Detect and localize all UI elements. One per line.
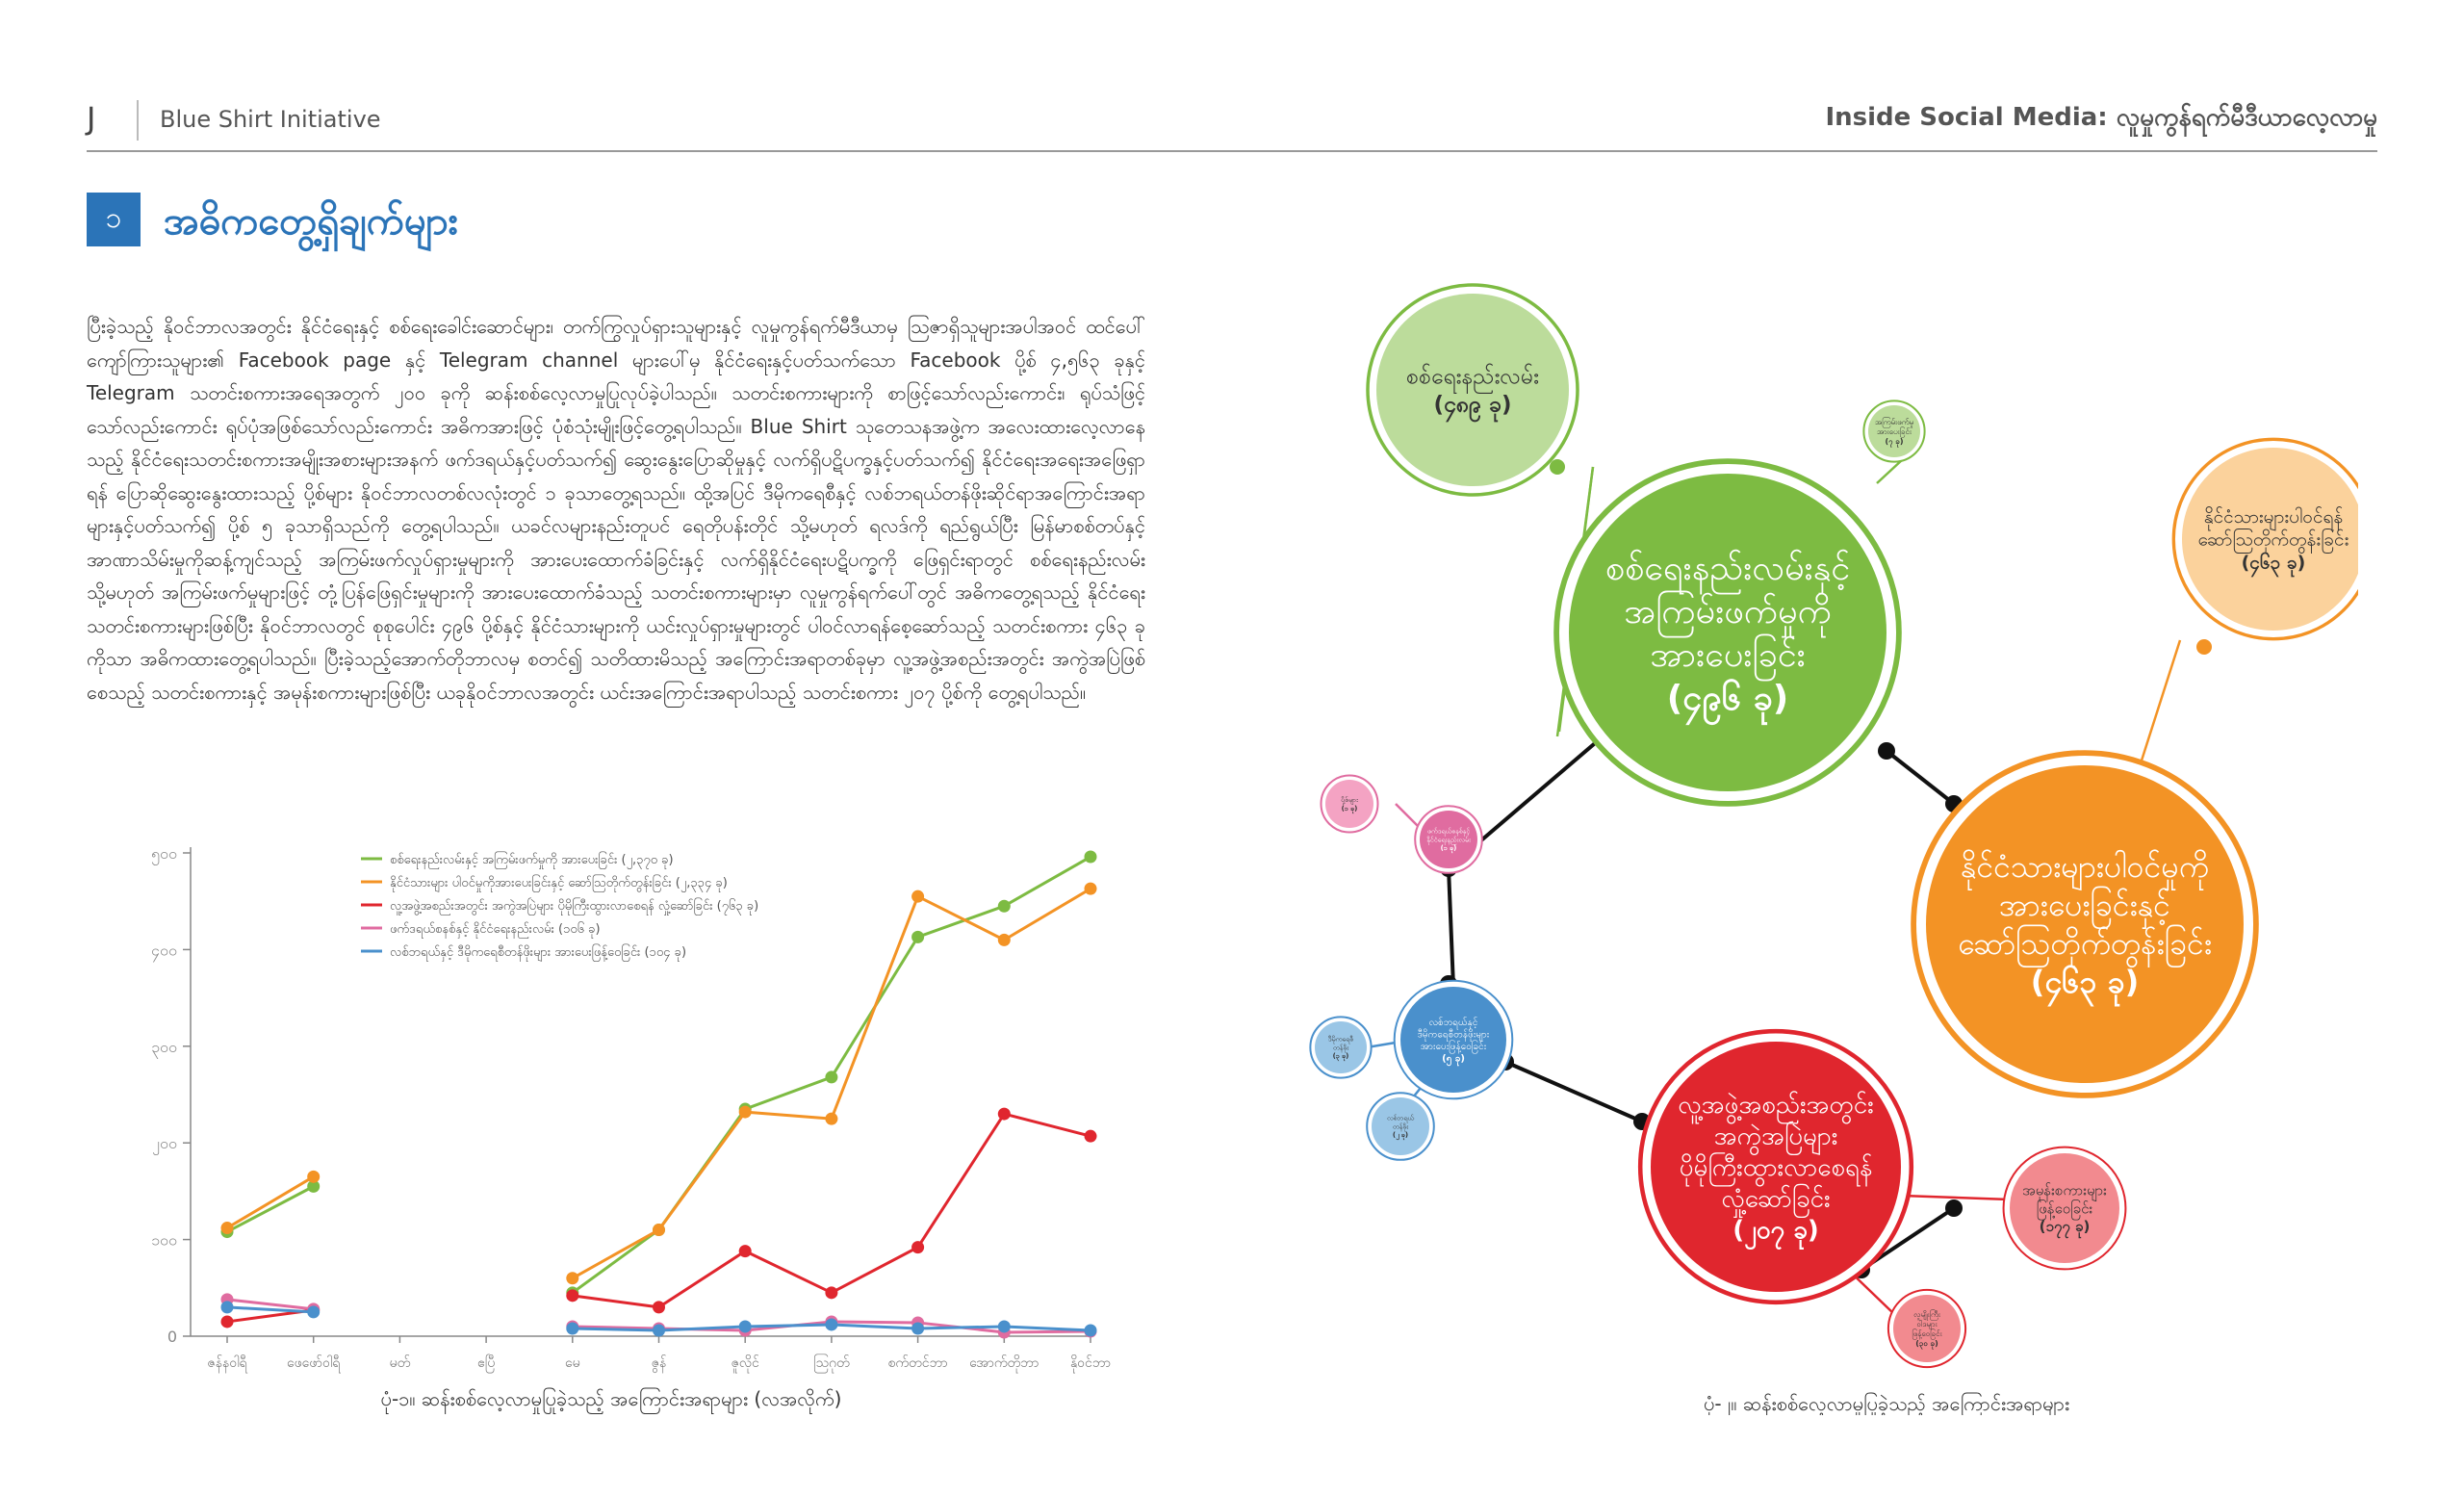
data-point bbox=[1085, 851, 1097, 864]
data-point bbox=[566, 1289, 578, 1302]
connector-line bbox=[1902, 1196, 2010, 1199]
x-tick-label: အောက်တိုဘာ bbox=[969, 1355, 1040, 1371]
data-point bbox=[739, 1320, 752, 1332]
bubble-label: ဒီမိုကရေစီ bbox=[1327, 1035, 1354, 1044]
connector-line bbox=[1449, 868, 1453, 987]
x-tick-label: မတ် bbox=[389, 1355, 411, 1371]
junction-dot bbox=[1550, 459, 1565, 475]
data-point bbox=[825, 1286, 837, 1299]
data-point bbox=[739, 1245, 752, 1257]
connector-line bbox=[1505, 1062, 1642, 1122]
bubble-value: (၁ ခု) bbox=[1341, 804, 1358, 812]
data-point bbox=[911, 1322, 924, 1334]
data-point bbox=[1085, 883, 1097, 895]
organization-name: Blue Shirt Initiative bbox=[160, 106, 381, 133]
legend-label: လူ့အဖွဲ့အစည်းအတွင်း အကွဲအပြဲများ ပိုမိုကြီးထွားလာစေရန် လှုံ့ဆော်ခြင်း (၇၆၃ ခု) bbox=[390, 899, 759, 914]
bubble-value: (၄၆၃ ခု) bbox=[2030, 964, 2140, 1001]
data-point bbox=[998, 1320, 1011, 1332]
bubble-value: (၄၉၆ ခု) bbox=[1666, 679, 1789, 719]
data-point bbox=[1085, 1324, 1097, 1336]
figure-1-caption: ပုံ-၁။ ဆန်းစစ်လေ့လာမှုပြုခဲ့သည့် အကြောင်းအရာများ (လအလိုက်) bbox=[380, 1387, 842, 1410]
bubble-value: (၁ ခု) bbox=[1440, 844, 1457, 853]
bubble-value: (၂၀၇ ခု) bbox=[1732, 1216, 1819, 1246]
bubble-label: အကွဲအပြဲများ bbox=[1713, 1122, 1838, 1151]
bubble-label: ဆော်ဩတိုက်တွန်းခြင်း bbox=[1957, 925, 2213, 963]
bubble-label: အကြမ်းဖက်မှုကို bbox=[1624, 592, 1832, 632]
bubble-label: အားပေးခြင်း bbox=[1877, 426, 1912, 436]
data-point bbox=[566, 1272, 578, 1284]
data-point bbox=[998, 934, 1011, 946]
body-paragraph: ပြီးခဲ့သည့် နိုဝင်ဘာလအတွင်း နိုင်ငံရေးနှင့် စစ်ရေးခေါင်းဆောင်များ၊ တက်ကြွလှုပ်ရှားသူများနှင့် လူမှုကွန်ရက်မီဒီယာမှ ဩဇာရှိသူများအပါအဝင် ထင်ပေါ်ကျော်ကြားသူများ၏ Facebook page နှင့် Telegram channel များပေါ်မှ နိုင်ငံရေးနှင့်ပတ်သက်သော Facebook ပို့စ် ၄,၅၆၃ ခုနှင့် Telegram သတင်းစကားအရေအတွက် ၂၀၀ ခုကို ဆန်းစစ်လေ့လာမှုပြုလုပ်ခဲ့ပါသည်။ သတင်းစကားများကို စာဖြင့်သော်လည်းကောင်း၊ ရုပ်သံဖြင့်သော်လည်းကောင်း ရုပ်ပုံအဖြစ်သော်လည်းကောင်း အဓိကအားဖြင့် ပုံစံသုံးမျိုးဖြင့်တွေ့ရပါသည်။ Blue Shirt သုတေသနအဖွဲ့က အလေးထားလေ့လာနေသည့် နိုင်ငံရေးသတင်းစကားအမျိုးအစားများအနက် ဖက်ဒရယ်နှင့်ပတ်သက်၍ ဆွေးနွေးပြောဆိုမှုနှင့် လက်ရှိပဋိပက္ခနှင့်ပတ်သက်၍ နိုင်ငံရေးအရေးအဖြေရှာရန် ပြောဆိုဆွေးနွေးထားသည့် ပို့စ်များ နိုဝင်ဘာလတစ်လလုံးတွင် ၁ ခုသာတွေ့ရသည်။ ထို့အပြင် ဒီမိုကရေစီနှင့် လစ်ဘရယ်တန်ဖိုးဆိုင်ရာအကြောင်းအရာများနှင့်ပတ်သက်၍ ပို့စ် ၅ ခုသာရှိသည်ကို တွေ့ရပါသည်။ ယခင်လများနည်းတူပင် ရေတိုပန်းတိုင် သို့မဟုတ် ရလဒ်ကို ရည်ရွယ်ပြီး မြန်မာစစ်တပ်နှင့် အာဏာသိမ်းမှုကိုဆန့်ကျင်သည့် အကြမ်းဖက်လှုပ်ရှားမှုများကို အားပေးထောက်ခံခြင်းနှင့် လက်ရှိနိုင်ငံရေးပဋိပက္ခကို ဖြေရှင်းရာတွင် စစ်ရေးနည်းလမ်း သို့မဟုတ် အကြမ်းဖက်မှုများဖြင့် တုံ့ပြန်ဖြေရှင်းမှုများကို အားပေးထောက်ခံသည့် သတင်းစကားများမှာ လူမှုကွန်ရက်ပေါ်တွင် အဓိကတွေ့ရသည့် နိုင်ငံရေးသတင်းစကားများဖြစ်ပြီး နိုဝင်ဘာလတွင် စုစုပေါင်း ၄၉၆ ပို့စ်နှင့် နိုင်ငံသားများကို ယင်းလှုပ်ရှားမှုများတွင် ပါဝင်လာရန်စေ့ဆော်သည့် သတင်းစကား ၄၆၃ ခုကိုသာ အဓိကထားတွေ့ရပါသည်။ ပြီးခဲ့သည့်အောက်တိုဘာလမှ စတင်၍ သတိထားမိသည့် အကြောင်းအရာတစ်ခုမှာ လူ့အဖွဲ့အစည်းအတွင်း အကွဲအပြဲဖြစ်စေသည့် သတင်းစကားနှင့် အမုန်းစကားများဖြစ်ပြီး ယခုနိုဝင်ဘာလအတွင်း ယင်းအကြောင်းအရာပါသည့် သတင်းစကား ၂၀၇ ပို့စ်ကို တွေ့ရပါသည်။ bbox=[87, 315, 1145, 704]
bubble-label: လူ့အဖွဲ့အစည်းအတွင်း bbox=[1678, 1091, 1874, 1121]
bubble-value: (၃၀ ခု) bbox=[1915, 1338, 1938, 1348]
x-tick-label: ဇူလိုင် bbox=[731, 1355, 759, 1371]
bubble-label: အားပေးခြင်း bbox=[1650, 635, 1806, 676]
section-number: ၁ bbox=[105, 200, 122, 235]
data-point bbox=[307, 1305, 320, 1318]
x-tick-label: ဧပြီ bbox=[476, 1355, 496, 1371]
bubble-label: ဆော်ဩတိုက်တွန်းခြင်း bbox=[2197, 529, 2349, 551]
x-tick-label: နိုဝင်ဘာ bbox=[1069, 1355, 1112, 1371]
figure-1-line-chart bbox=[125, 836, 1145, 1427]
hub-dot bbox=[1945, 1199, 1963, 1217]
bubble-label: လှုံ့ဆော်ခြင်း bbox=[1721, 1184, 1831, 1214]
bubble-label: နိုင်ငံရေးနည်းလမ်း bbox=[1426, 836, 1471, 844]
section-title: အဓိကတွေ့ရှိချက်များ bbox=[164, 199, 458, 244]
bubble-label: နိုင်ငံသားများပါဝင်မှုကို bbox=[1961, 848, 2209, 886]
data-point bbox=[653, 1324, 665, 1336]
data-point bbox=[825, 1113, 837, 1125]
bubble-value: (၄၈၉ ခု) bbox=[1433, 392, 1512, 418]
data-point bbox=[825, 1070, 837, 1083]
bubble-label: လစ်ဘရယ် bbox=[1386, 1114, 1415, 1122]
bubble-label: လစ်ဘရယ်နှင့် bbox=[1428, 1017, 1478, 1028]
legend-label: လစ်ဘရယ်နှင့် ဒီမိုကရေစီတန်ဖိုးများ အားပေးဖြန့်ဝေခြင်း (၁၀၄ ခု) bbox=[390, 945, 687, 960]
y-tick-label: ၄၀၀ bbox=[151, 941, 177, 960]
bubble-green-main bbox=[1569, 474, 1886, 791]
data-point bbox=[653, 1224, 665, 1236]
line-chart-svg bbox=[125, 836, 1145, 1423]
legend-label: ဖက်ဒရယ်စနစ်နှင့် နိုင်ငံရေးနည်းလမ်း (၁၀၆ ခု) bbox=[390, 922, 601, 937]
legend-label: စစ်ရေးနည်းလမ်းနှင့် အကြမ်းဖက်မှုကို အားပေးခြင်း (၂,၃၇၀ ခု) bbox=[390, 853, 674, 867]
bubble-label: ဝါဒများ bbox=[1916, 1319, 1938, 1328]
junction-dot bbox=[2196, 639, 2212, 655]
bubble-value: (၄၆၃ ခု) bbox=[2241, 552, 2306, 574]
bubble-label: တန်ဖိုး bbox=[1392, 1122, 1409, 1131]
data-point bbox=[825, 1318, 837, 1330]
legend-label: နိုင်ငံသားများ ပါဝင်မှုကိုအားပေးခြင်းနှင့် ဆော်ဩတိုက်တွန်းခြင်း (၂,၃၃၄ ခု) bbox=[390, 876, 728, 890]
bubble-green-top bbox=[1376, 294, 1569, 486]
y-tick-label: ၁၀၀ bbox=[151, 1230, 177, 1250]
data-point bbox=[998, 900, 1011, 913]
data-point bbox=[221, 1315, 234, 1328]
bubble-label: အားပေးဖြန့်ဝေခြင်း bbox=[1420, 1041, 1487, 1052]
bubble-network-svg bbox=[1299, 260, 2358, 1415]
bubble-label: နိုင်ငံသားများပါဝင်ရန် bbox=[2203, 505, 2344, 528]
bubble-label: လူမျိုးကြီး bbox=[1913, 1309, 1940, 1319]
bubble-label: တန်ဖိုး bbox=[1332, 1044, 1349, 1052]
publication-title: Inside Social Media: လူမှုကွန်ရက်မီဒီယာလေ့လာမှု bbox=[1825, 103, 2377, 132]
x-tick-label: စက်တင်ဘာ bbox=[887, 1355, 948, 1371]
bubble-label: ဖြန့်ဝေခြင်း bbox=[2036, 1199, 2093, 1218]
figure-2-caption: ပုံ-၂။ ဆန်းစစ်လေ့လာမှုပြုခဲ့သည့် အကြောင်းအရာများ bbox=[1703, 1392, 2070, 1415]
bubble-value: (၅ ခု) bbox=[1442, 1053, 1465, 1065]
bubble-value: (၁၇၇ ခု) bbox=[2039, 1218, 2091, 1235]
series-line bbox=[227, 1186, 314, 1231]
data-point bbox=[566, 1322, 578, 1334]
body-text bbox=[87, 310, 1145, 709]
connector-line bbox=[1886, 751, 1954, 804]
bubble-label: ပိုမိုကြီးထွားလာစေရန် bbox=[1679, 1153, 1873, 1183]
connector-line bbox=[2142, 640, 2180, 761]
bubble-label: အကြမ်းဖက်မှု bbox=[1874, 417, 1914, 426]
data-point bbox=[911, 890, 924, 903]
y-tick-label: ၅၀၀ bbox=[151, 844, 177, 863]
x-tick-label: ဖေဖော်ဝါရီ bbox=[287, 1355, 341, 1371]
x-tick-label: မေ bbox=[564, 1355, 580, 1371]
figure-2-bubble-network bbox=[1299, 260, 2358, 1419]
bubble-label: ပို့စ်များ bbox=[1341, 796, 1358, 805]
data-point bbox=[739, 1106, 752, 1119]
section-number-box bbox=[87, 193, 141, 246]
page-number: J bbox=[87, 100, 96, 137]
bubble-value: (၂ ခု) bbox=[1392, 1131, 1409, 1140]
data-point bbox=[221, 1301, 234, 1313]
series-line bbox=[573, 1114, 1091, 1307]
y-tick-label: ၂၀၀ bbox=[152, 1134, 177, 1153]
bubble-label: ဒီမိုကရေစီတန်ဖိုးများ bbox=[1417, 1029, 1490, 1041]
x-tick-label: ဇွန် bbox=[651, 1355, 667, 1371]
data-point bbox=[1085, 1130, 1097, 1143]
bubble-value: (၇ ခု) bbox=[1885, 436, 1904, 446]
data-point bbox=[911, 1241, 924, 1253]
bubble-label: ဖြန့်ဝေခြင်း bbox=[1912, 1328, 1942, 1338]
data-point bbox=[221, 1222, 234, 1234]
series-line bbox=[227, 1176, 314, 1227]
bubble-label: အားပေးခြင်းနှင့် bbox=[1999, 887, 2170, 924]
header-divider bbox=[137, 100, 139, 141]
data-point bbox=[998, 1108, 1011, 1121]
bubble-label: စစ်ရေးနည်းလမ်းနှင့် bbox=[1604, 549, 1851, 589]
y-tick-label: 0 bbox=[167, 1328, 177, 1346]
x-tick-label: ဇန်နဝါရီ bbox=[207, 1355, 247, 1371]
bubble-label: ဖက်ဒရယ်စနစ်နှင့် bbox=[1426, 827, 1471, 836]
bubble-value: (၃ ခု) bbox=[1332, 1052, 1349, 1061]
header-rule bbox=[87, 150, 2377, 152]
y-tick-label: ၃၀၀ bbox=[151, 1037, 177, 1056]
bubble-orange-main bbox=[1926, 765, 2244, 1083]
hub-dot bbox=[1878, 742, 1895, 760]
x-tick-label: ဩဂုတ် bbox=[813, 1355, 850, 1371]
data-point bbox=[911, 931, 924, 943]
bubble-label: စစ်ရေးနည်းလမ်း bbox=[1406, 364, 1539, 390]
bubble-label: အမုန်းစကားများ bbox=[2022, 1181, 2107, 1199]
data-point bbox=[653, 1301, 665, 1313]
data-point bbox=[307, 1171, 320, 1183]
